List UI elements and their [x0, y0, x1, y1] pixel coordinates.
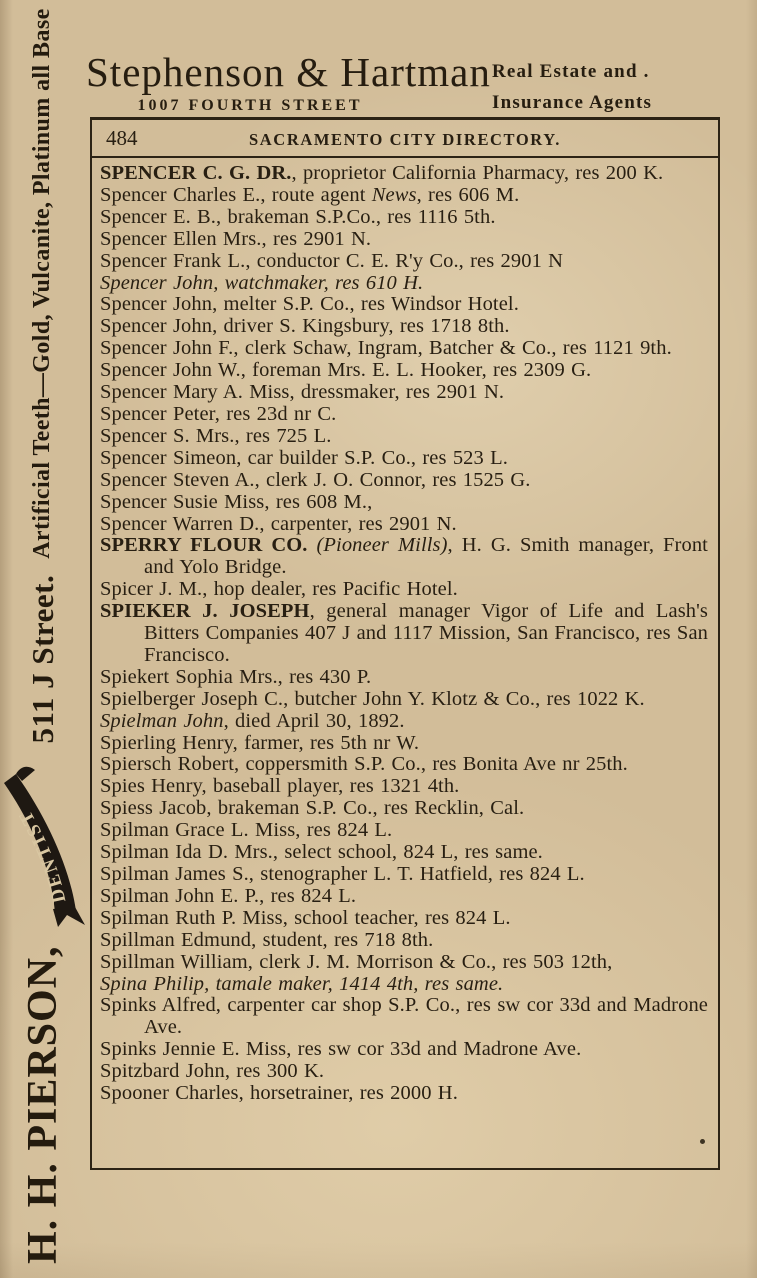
directory-entry: Spillman Edmund, student, res 718 8th. — [100, 928, 434, 951]
directory-entry: Spilman James S., stenographer L. T. Hatfield, res 824 L. — [100, 863, 585, 885]
directory-header — [92, 120, 718, 158]
directory-entry: Spillman William, clerk J. M. Morrison & Co., res 503 12th, — [100, 950, 613, 973]
directory-entry: Spencer Frank L., conductor C. E. R'y Co., res 2901 N — [100, 249, 564, 272]
directory-entry: Spies Henry, baseball player, res 1321 4th. — [100, 775, 460, 798]
directory-entry: SPERRY FLOUR CO. (Pioneer Mills), H. G. Smith manager, Front and Yolo Bridge. — [100, 534, 708, 579]
directory-entry: Spencer Warren D., carpenter, res 2901 N. — [100, 512, 457, 535]
masthead-business-name: Stephenson & Hartman — [86, 49, 491, 95]
directory-entry: Spicer J. M., hop dealer, res Pacific Hotel. — [100, 578, 458, 601]
directory-entry: Spencer Charles E., route agent News, res 606 M. — [100, 183, 520, 206]
directory-title: SACRAMENTO CITY DIRECTORY. — [249, 130, 561, 149]
directory-entry: Spencer Susie Miss, res 608 M., — [100, 490, 373, 513]
directory-entry: Spilman Ruth P. Miss, school teacher, res 824 L. — [100, 906, 511, 929]
directory-entry: Spencer S. Mrs., res 725 L. — [100, 424, 332, 447]
masthead-business-address: 1007 FOURTH STREET — [137, 97, 363, 114]
directory-entry: SPENCER C. G. DR., proprietor California Pharmacy, res 200 K. — [100, 162, 664, 184]
directory-entry: Spencer John F., clerk Schaw, Ingram, Batcher & Co., res 1121 9th. — [100, 337, 672, 360]
directory-entries — [92, 158, 718, 1105]
advertiser-name: H. H. PIERSON, — [20, 945, 66, 1264]
svg-text:DENTIST: DENTIST — [14, 805, 71, 905]
directory-entry: Spooner Charles, horsetrainer, res 2000 H. — [100, 1082, 458, 1105]
directory-entry: Spiersch Robert, coppersmith S.P. Co., res Bonita Ave nr 25th. — [100, 753, 628, 776]
directory-entry: Spencer Simeon, car builder S.P. Co., res 523 L. — [100, 446, 508, 469]
page-number: 484 — [106, 126, 138, 150]
masthead-tagline-line1: Real Estate and . — [492, 61, 650, 82]
directory-entry: Spiekert Sophia Mrs., res 430 P. — [100, 665, 372, 688]
directory-entry: Spencer E. B., brakeman S.P.Co., res 1116 5th. — [100, 205, 496, 228]
directory-entry: Spencer John, watchmaker, res 610 H. — [100, 271, 424, 294]
directory-entry: Spilman Grace L. Miss, res 824 L. — [100, 819, 393, 842]
directory-entry: Spencer John W., foreman Mrs. E. L. Hooker, res 2309 G. — [100, 359, 592, 382]
directory-entry: SPIEKER J. JOSEPH, general manager Vigor of Life and Lash's Bitters Companies 407 J and 1117 Mission, San Francisco, res San Francisco. — [100, 600, 709, 666]
directory-entry: Spencer Ellen Mrs., res 2901 N. — [100, 227, 372, 250]
directory-entry: Spencer Peter, res 23d nr C. — [100, 402, 337, 425]
directory-entry: Spencer Mary A. Miss, dressmaker, res 2901 N. — [100, 381, 505, 404]
directory-entry: Spina Philip, tamale maker, 1414 4th, res same. — [100, 972, 504, 995]
directory-entry: Spinks Alfred, carpenter car shop S.P. Co., res sw cor 33d and Madrone Ave. — [100, 994, 708, 1039]
advertiser-tagline: Artificial Teeth—Gold, Vulcanite, Platinum all Base — [28, 8, 55, 559]
directory-entry: Spierling Henry, farmer, res 5th nr W. — [100, 731, 420, 754]
directory-entry: Spitzbard John, res 300 K. — [100, 1060, 325, 1083]
directory-entry: Spiess Jacob, brakeman S.P. Co., res Recklin, Cal. — [100, 797, 525, 820]
directory-entry: Spencer John, melter S.P. Co., res Windsor Hotel. — [100, 293, 519, 316]
dentist-ribbon-icon — [3, 759, 87, 929]
advertiser-address: 511 J Street. — [25, 574, 60, 744]
directory-entry: Spinks Jennie E. Miss, res sw cor 33d and Madrone Ave. — [100, 1038, 582, 1061]
directory-entry: Spielberger Joseph C., butcher John Y. Klotz & Co., res 1022 K. — [100, 687, 645, 710]
directory-entry: Spielman John, died April 30, 1892. — [100, 709, 405, 732]
directory-content-box — [90, 117, 720, 1170]
masthead-tagline-line2: Insurance Agents — [492, 92, 653, 113]
directory-entry: Spilman Ida D. Mrs., select school, 824 L, res same. — [100, 841, 543, 864]
directory-entry: Spencer John, driver S. Kingsbury, res 1718 8th. — [100, 315, 510, 338]
masthead-tagline — [492, 56, 652, 118]
directory-entry: Spencer Steven A., clerk J. O. Connor, res 1525 G. — [100, 468, 531, 491]
sidebar-advertisement — [0, 0, 90, 1278]
directory-entry: Spilman John E. P., res 824 L. — [100, 884, 357, 907]
ink-speck — [700, 1139, 705, 1144]
